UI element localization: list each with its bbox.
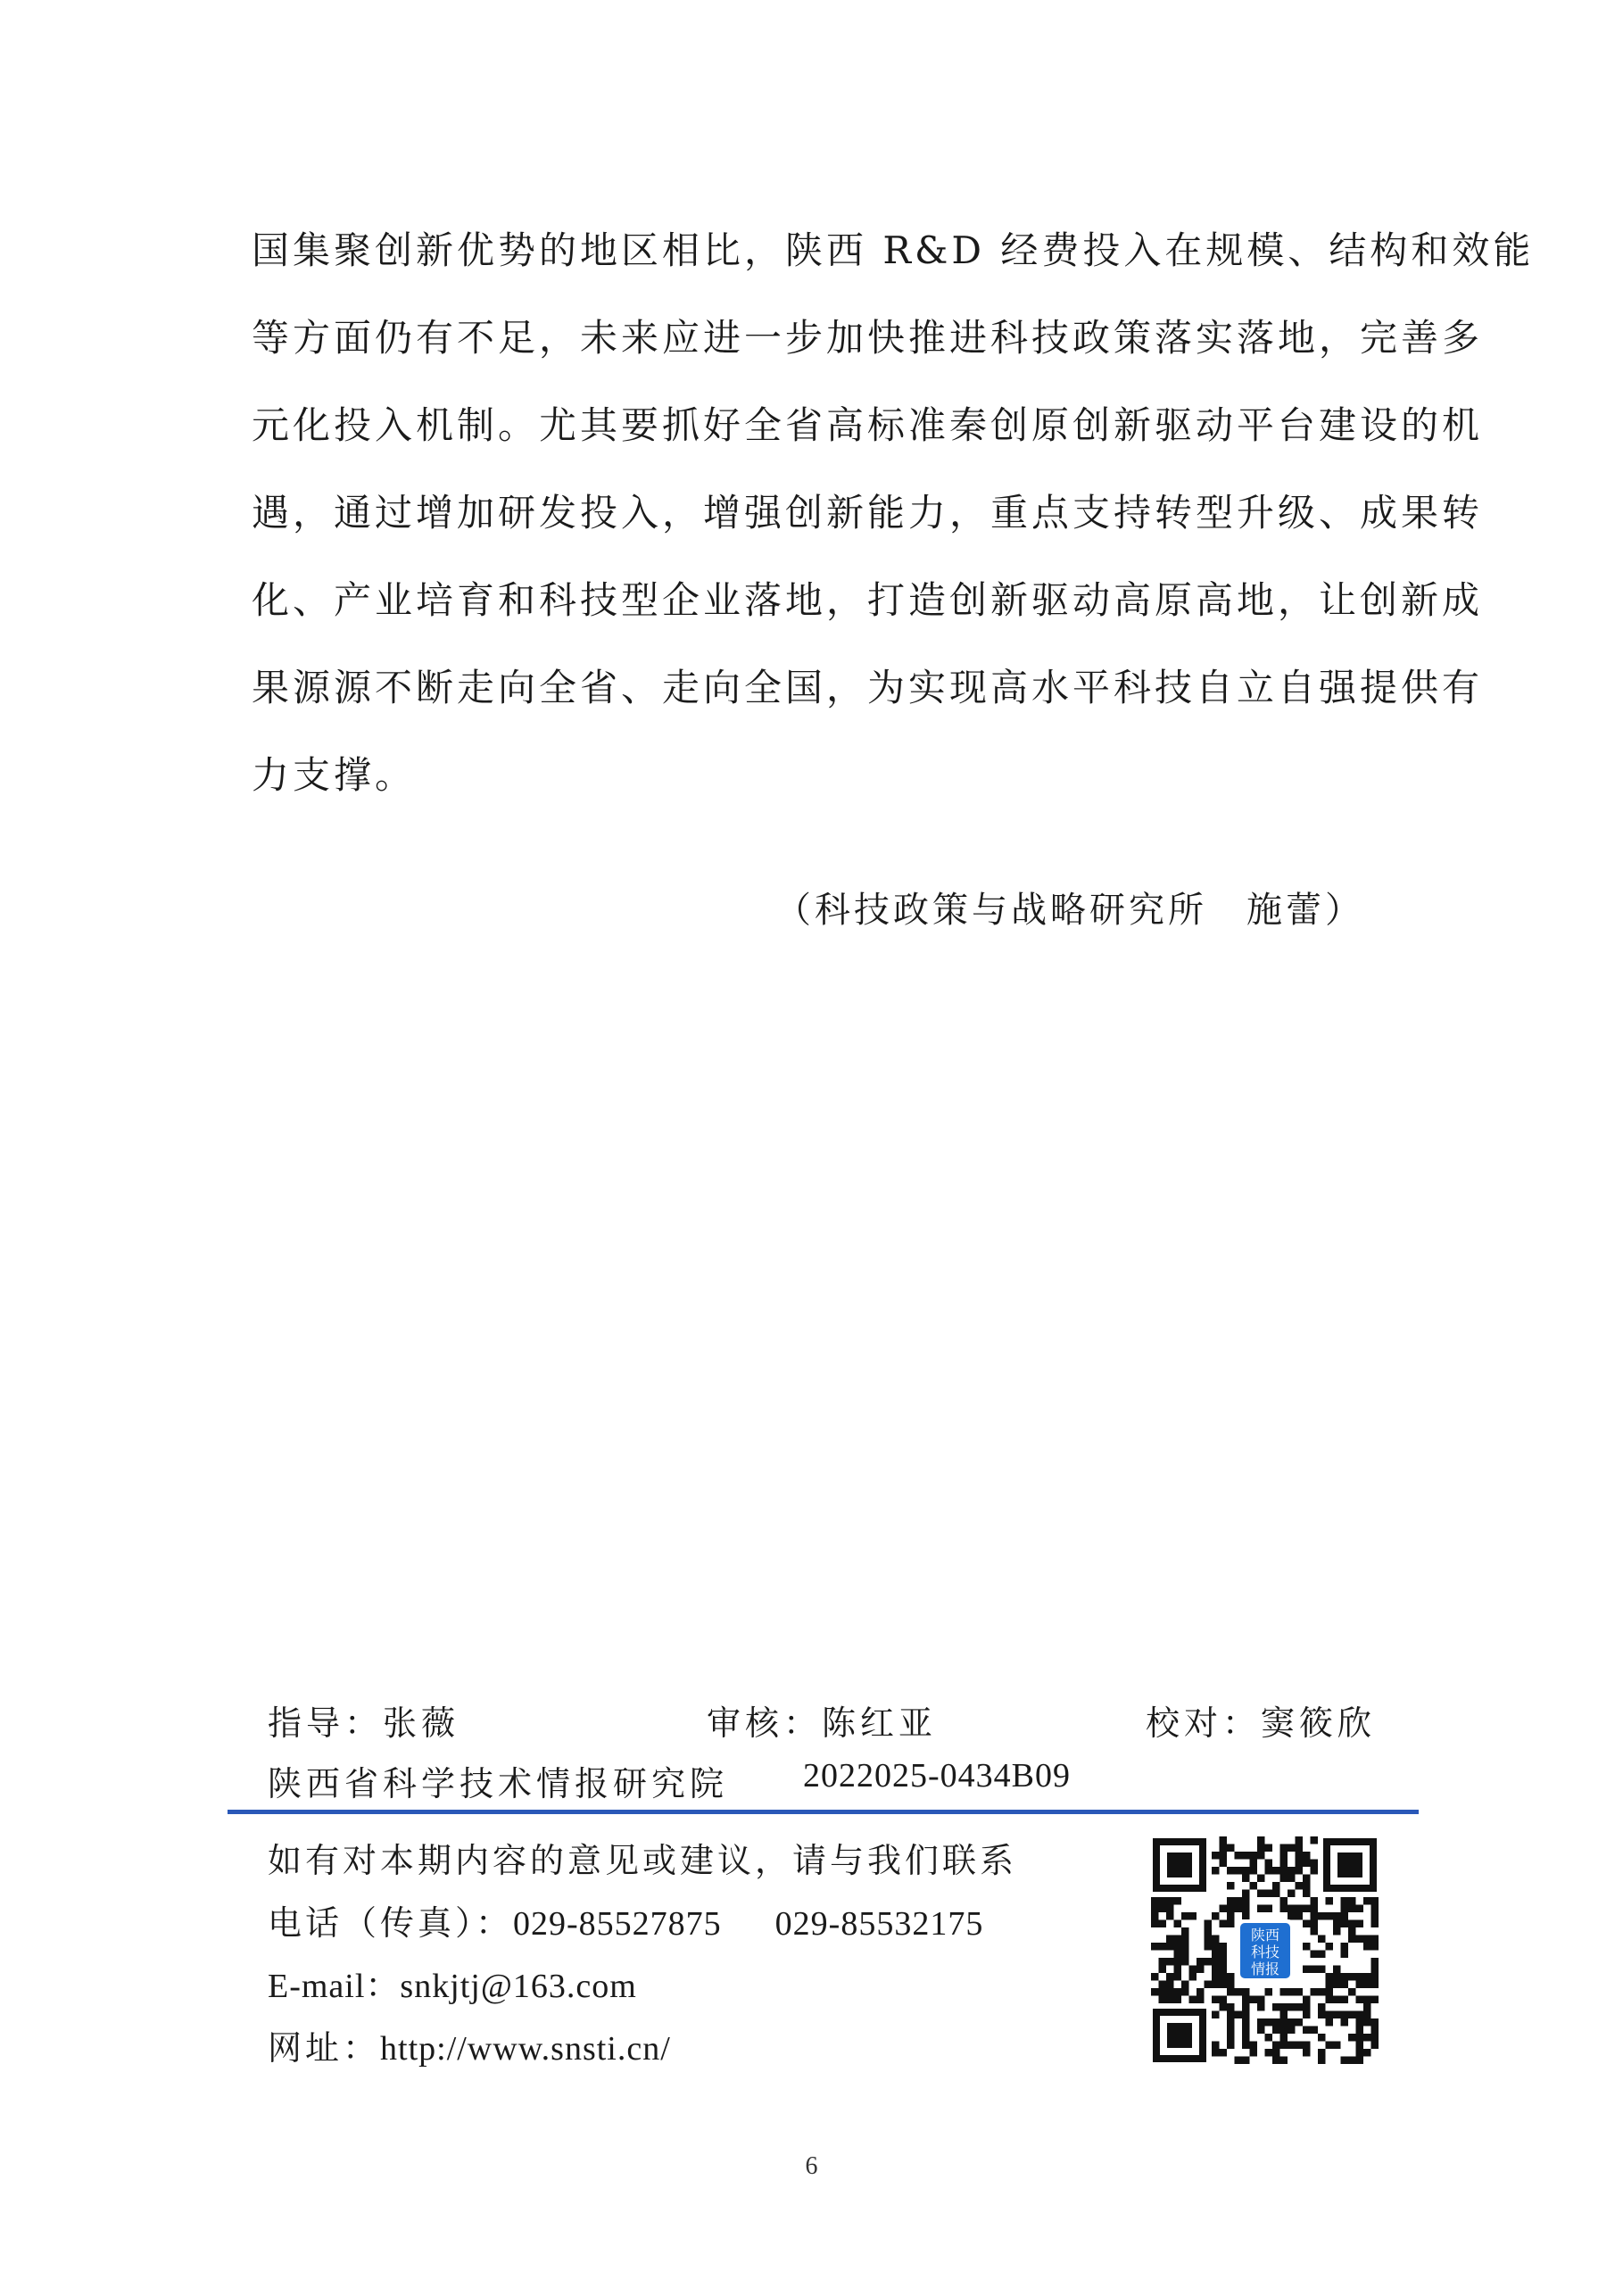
body-line: 化、产业培育和科技型企业落地，打造创新驱动高原高地，让创新成 [252,578,1484,622]
guidance-credit: 指导：张薇 [268,1703,460,1743]
phone-label: 电话（传真）： [268,1903,514,1943]
contact-intro: 如有对本期内容的意见或建议，请与我们联系 [268,1841,1018,1880]
body-line: 遇，通过增加研发投入，增强创新能力，重点支持转型升级、成果转 [252,491,1484,535]
email-label: E-mail： [268,1968,401,2005]
body-line: 国集聚创新优势的地区相比，陕西 R&D 经费投入在规模、结构和效能 [252,228,1535,272]
website-label: 网址： [268,2028,381,2068]
article-body [252,207,1535,819]
proofread-credit: 校对：窦筱欣 [1146,1703,1377,1743]
email-address[interactable]: snkjtj@163.com [400,1968,637,2005]
qr-badge-line: 科技 [1250,1944,1280,1960]
body-line: 等方面仍有不足，未来应进一步加快推进科技政策落实落地，完善多 [252,316,1484,360]
credits-staff-row [268,1695,1392,1749]
email-line [268,1954,1017,2017]
qr-badge-line: 陕西 [1250,1927,1280,1944]
divider-rule [228,1810,1419,1814]
organization-name: 陕西省科学技术情报研究院 [268,1764,729,1803]
author-signature: （科技政策与战略研究所 施蕾） [775,890,1364,931]
qr-code-icon [1151,1836,1379,2064]
website-link[interactable]: http://www.snsti.cn/ [380,2030,671,2068]
body-line: 力支撑。 [252,753,417,797]
phone-number-1: 029-85527875 [513,1905,722,1943]
website-line [268,2017,1017,2079]
review-credit: 审核：陈红亚 [707,1703,938,1743]
phone-number-2: 029-85532175 [774,1905,984,1943]
phone-line [268,1892,1017,1954]
body-line: 元化投入机制。尤其要抓好全省高标准秦创原创新驱动平台建设的机 [252,403,1484,447]
body-line: 果源源不断走向全省、走向全国，为实现高水平科技自立自强提供有 [252,666,1484,709]
contact-block [268,1829,1017,2079]
document-code: 2022025-0434B09 [803,1757,1071,1795]
credits-block [268,1695,1392,1810]
credits-org-row [268,1756,1392,1810]
qr-badge-line: 情报 [1250,1960,1280,1977]
page-number: 6 [805,2152,818,2180]
